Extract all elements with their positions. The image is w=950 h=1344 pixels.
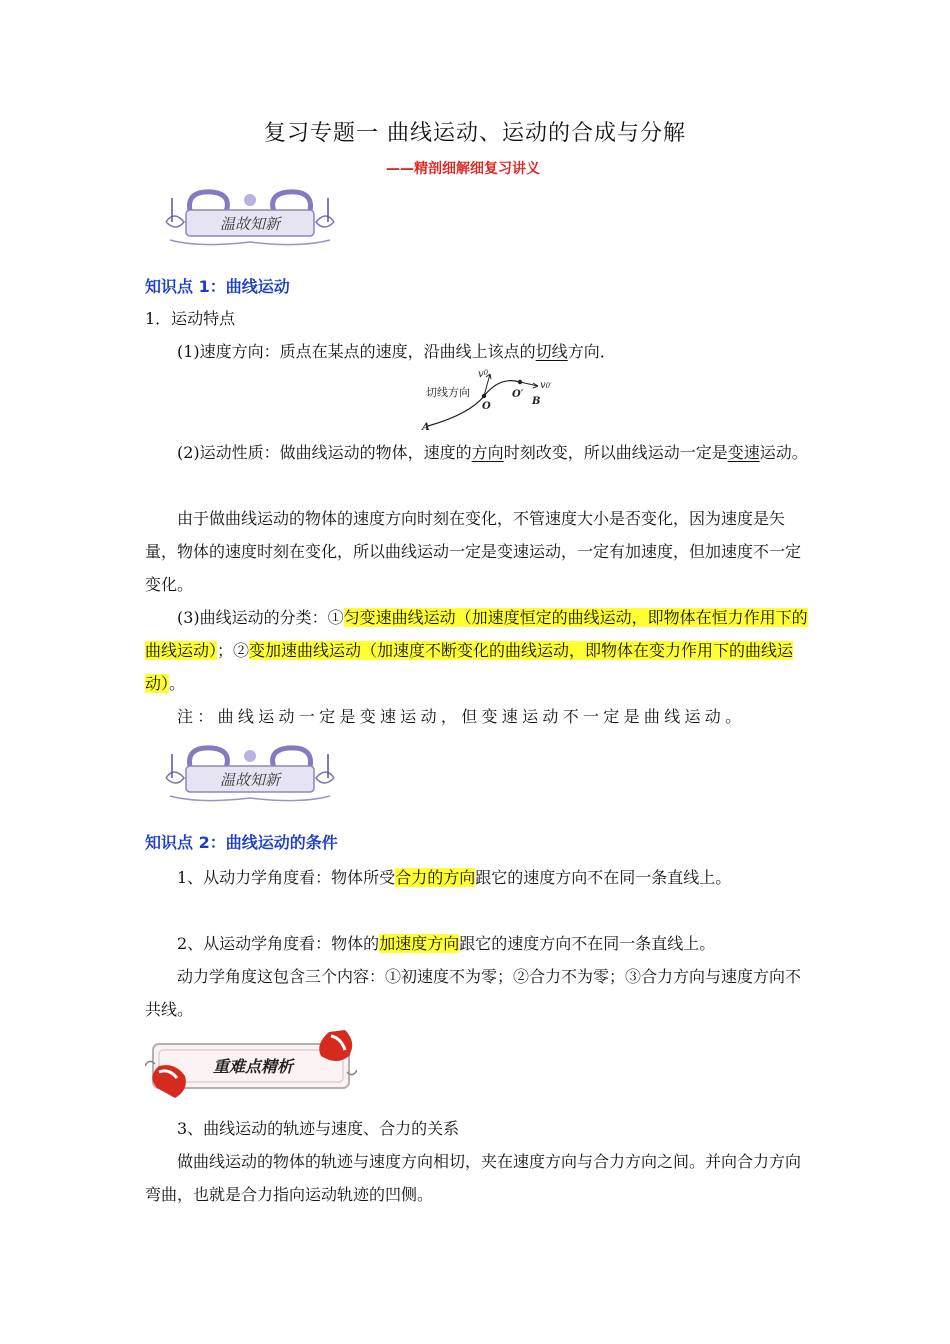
section1-heading: 知识点 1：曲线运动: [145, 277, 290, 296]
highlight-variable-curve: 变加速曲线运动（加速度不断变化的曲线运动，即物体在变力作用下的曲线运动）: [145, 641, 794, 693]
highlight-uniform-curve: 匀变速曲线运动（加速度恒定的曲线运动，即物体在恒力作用下的曲线运动）: [145, 608, 808, 660]
figure-label-b: B: [532, 396, 541, 407]
figure-label-v0-prime: v: [540, 380, 546, 391]
review-banner: [160, 182, 340, 254]
page-subtitle: ——精剖细解细复习讲义: [386, 161, 540, 177]
section3-item3: 3、曲线运动的轨迹与速度、合力的关系: [177, 1119, 460, 1138]
review-banner-text: 温故知新: [219, 215, 281, 233]
figure-label-a: A: [422, 422, 430, 432]
key-points-banner: [145, 1026, 357, 1102]
section1-p2: (2)运动性质：做曲线运动的物体，速度的方向时刻改变，所以曲线运动一定是变速运动。: [177, 443, 808, 462]
key-points-banner-text: 重难点精析: [212, 1057, 294, 1076]
figure-label-o: O: [482, 401, 491, 412]
highlight-net-force-direction: 合力的方向: [395, 868, 476, 887]
svg-text:v0′: v0′: [540, 380, 552, 391]
section2-p1: 1、从动力学角度看：物体所受合力的方向跟它的速度方向不在同一条直线上。: [177, 868, 732, 887]
section2-p3: 动力学角度这包含三个内容：①初速度不为零；②合力不为零；③合力方向与速度方向不共线。: [145, 967, 802, 1019]
section1-p4: (3)曲线运动的分类：①匀变速曲线运动（加速度恒定的曲线运动，即物体在恒力作用下的曲线运动）；②变加速曲线运动（加速度不断变化的曲线运动，即物体在变力作用下的曲线运动）。: [145, 608, 808, 693]
section3-p1: 做曲线运动的物体的轨迹与速度方向相切，夹在速度方向与合力方向之间。并向合力方向弯曲，也就是合力指向运动轨迹的凹侧。: [145, 1152, 802, 1204]
section2-heading: 知识点 2：曲线运动的条件: [145, 833, 338, 852]
highlight-acceleration-direction: 加速度方向: [379, 934, 460, 953]
review-banner-2-text: 温故知新: [219, 771, 281, 789]
svg-text:v0: $v^0$: [478, 369, 489, 380]
section1-item1: 1．运动特点: [145, 309, 236, 328]
underline-tangent: 切线: [535, 342, 568, 361]
underline-direction: 方向: [471, 443, 504, 462]
section1-p1: (1)速度方向：质点在某点的速度，沿曲线上该点的切线方向．: [177, 342, 616, 361]
page-title: 复习专题一 曲线运动、运动的合成与分解: [264, 121, 686, 146]
section1-note: 注：曲线运动一定是变速运动，但变速运动不一定是曲线运动。: [177, 707, 746, 726]
tangent-figure: [420, 366, 570, 432]
figure-label-o-prime: O′: [512, 389, 524, 400]
figure-label-v0: v: [478, 369, 484, 380]
section2-p2: 2、从运动学角度看：物体的加速度方向跟它的速度方向不在同一条直线上。: [177, 934, 716, 953]
underline-variable-speed: 变速: [727, 443, 760, 462]
section1-p3: 由于做曲线运动的物体的速度方向时刻在变化，不管速度大小是否变化，因为速度是矢量，物体的速度时刻在变化，所以曲线运动一定是变速运动，一定有加速度，但加速度不一定变化。: [145, 509, 802, 594]
review-banner-2: [160, 738, 340, 810]
figure-label-tangent: 切线方向: [426, 386, 470, 399]
